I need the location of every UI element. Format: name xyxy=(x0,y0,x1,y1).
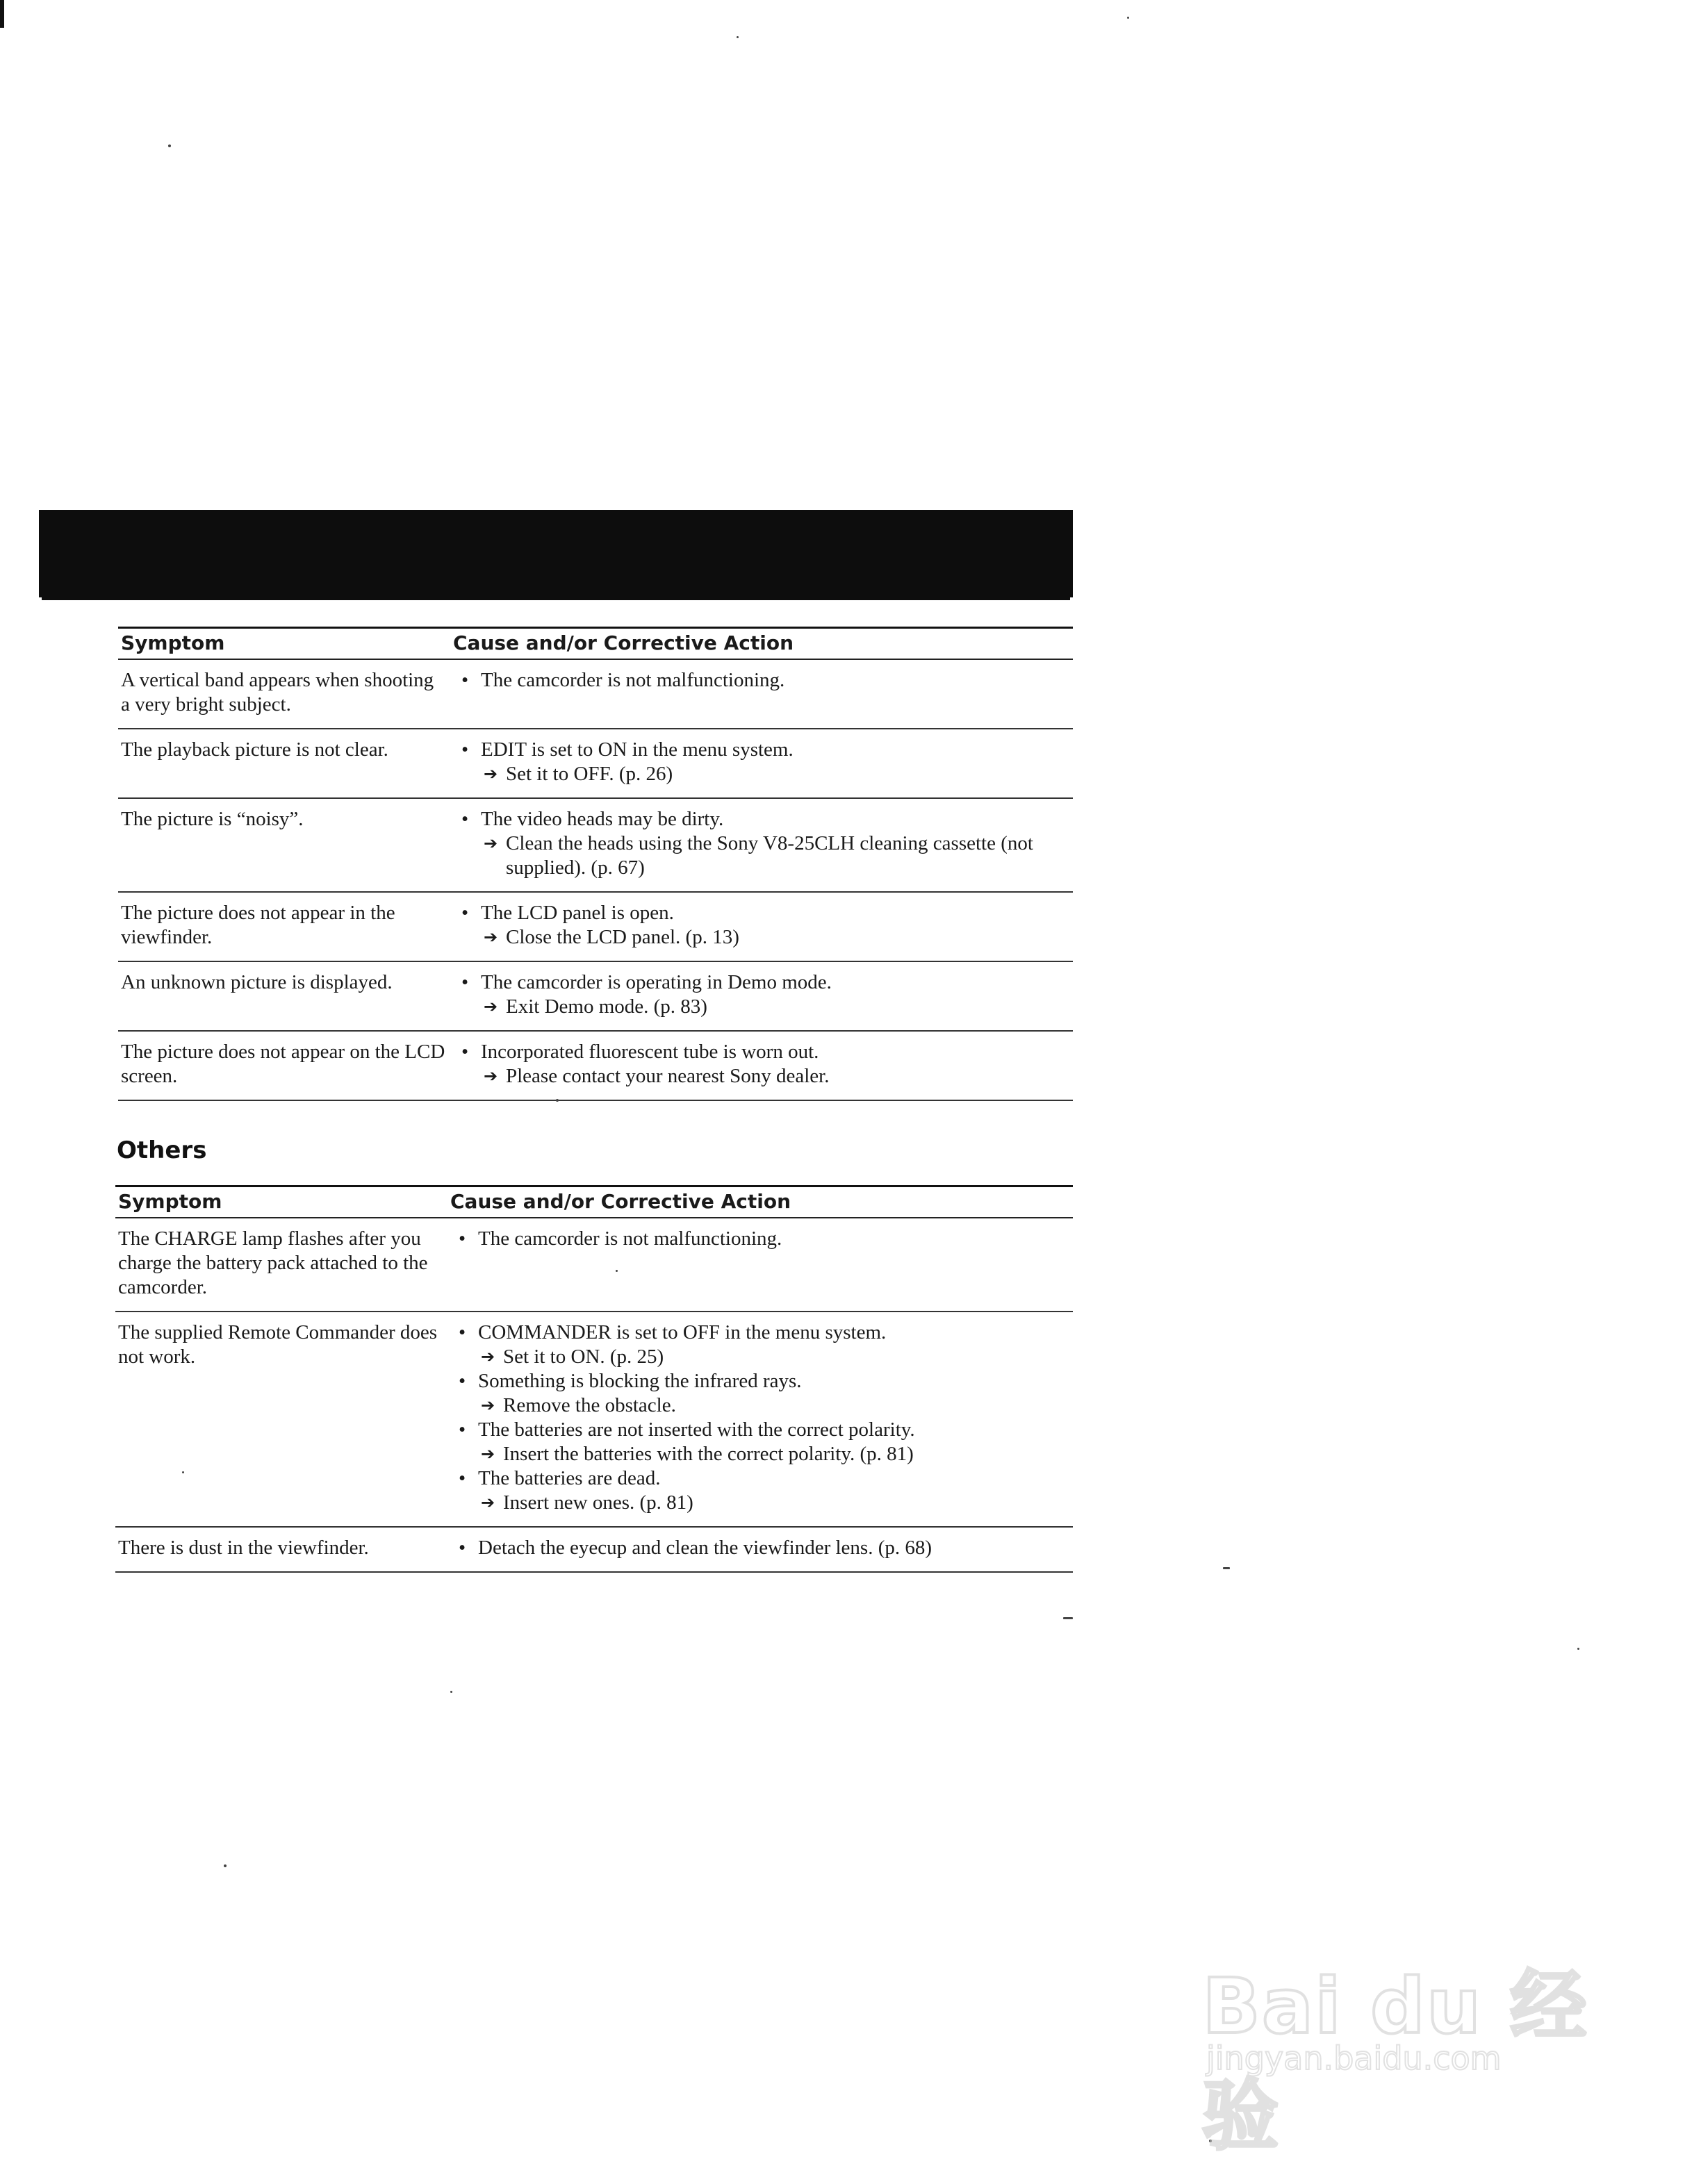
cause-text: The camcorder is operating in Demo mode. xyxy=(481,971,832,993)
bullet-icon: • xyxy=(461,669,469,691)
table-row xyxy=(118,961,1073,1031)
cause-text: The LCD panel is open. xyxy=(481,902,674,924)
action-list xyxy=(481,1064,1069,1089)
cause-list xyxy=(453,901,1069,950)
table-row xyxy=(118,659,1073,729)
arrow-right-icon: ➔ xyxy=(484,1066,498,1086)
bullet-icon: • xyxy=(459,1537,466,1559)
symptom-cell: The supplied Remote Commander does not work. xyxy=(115,1312,447,1527)
cause-list xyxy=(453,807,1069,880)
action-text: Set it to ON. (p. 25) xyxy=(503,1346,664,1368)
cause-list xyxy=(453,1040,1069,1089)
cause-text: The video heads may be dirty. xyxy=(481,808,724,830)
scan-speck xyxy=(182,1471,184,1473)
table-row xyxy=(118,729,1073,798)
section-header-band xyxy=(39,510,1073,597)
arrow-right-icon: ➔ xyxy=(484,927,498,947)
action-text: Please contact your nearest Sony dealer. xyxy=(506,1065,830,1087)
table-row xyxy=(118,1031,1073,1100)
cause-cell xyxy=(447,1218,1073,1312)
arrow-right-icon: ➔ xyxy=(484,764,498,784)
cause-list xyxy=(450,1321,1069,1515)
table-row xyxy=(115,1312,1073,1527)
baidu-jingyan-watermark xyxy=(1202,1917,1619,2160)
action-text: Exit Demo mode. (p. 83) xyxy=(506,995,707,1018)
troubleshooting-table-others xyxy=(115,1185,1073,1573)
cause-item xyxy=(450,1369,1069,1418)
cause-list xyxy=(453,970,1069,1019)
symptom-column-header: Symptom xyxy=(115,1186,447,1218)
scan-speck xyxy=(737,36,739,38)
cause-item xyxy=(450,1418,1069,1466)
action-text: Insert the batteries with the correct polarity. (p. 81) xyxy=(503,1443,914,1465)
bullet-icon: • xyxy=(459,1370,466,1392)
corrective-action xyxy=(481,832,1069,880)
cause-item xyxy=(450,1466,1069,1515)
cause-item xyxy=(453,807,1069,880)
cause-text: Incorporated fluorescent tube is worn out. xyxy=(481,1041,819,1063)
bullet-icon: • xyxy=(459,1227,466,1250)
cause-item xyxy=(450,1321,1069,1369)
bullet-icon: • xyxy=(461,902,469,924)
cause-text: The camcorder is not malfunctioning. xyxy=(481,669,785,691)
cause-text: COMMANDER is set to OFF in the menu system. xyxy=(478,1321,887,1343)
table-row xyxy=(115,1527,1073,1572)
action-list xyxy=(481,762,1069,786)
action-list xyxy=(481,925,1069,950)
arrow-right-icon: ➔ xyxy=(481,1396,495,1415)
scan-speck xyxy=(1223,1567,1230,1569)
corrective-action xyxy=(481,995,1069,1019)
scan-speck xyxy=(1577,1648,1579,1650)
cause-cell xyxy=(450,729,1073,798)
corrective-action xyxy=(478,1393,1069,1418)
action-text: Close the LCD panel. (p. 13) xyxy=(506,926,739,948)
table-body xyxy=(115,1218,1073,1572)
bullet-icon: • xyxy=(461,971,469,993)
cause-text: The camcorder is not malfunctioning. xyxy=(478,1227,782,1250)
symptom-cell: There is dust in the viewfinder. xyxy=(115,1527,447,1572)
corrective-action xyxy=(481,925,1069,950)
bullet-icon: • xyxy=(459,1418,466,1441)
cause-item xyxy=(453,970,1069,1019)
table-header-row xyxy=(115,1186,1073,1218)
action-list xyxy=(478,1491,1069,1515)
cause-text: Detach the eyecup and clean the viewfinder lens. (p. 68) xyxy=(478,1537,932,1559)
action-list xyxy=(478,1442,1069,1466)
action-list xyxy=(478,1393,1069,1418)
table-row xyxy=(118,798,1073,892)
action-text: Remove the obstacle. xyxy=(503,1394,676,1416)
arrow-right-icon: ➔ xyxy=(481,1347,495,1366)
cause-list xyxy=(453,738,1069,786)
table-header-row xyxy=(118,628,1073,660)
bullet-icon: • xyxy=(459,1467,466,1489)
action-text: Clean the heads using the Sony V8-25CLH cleaning cassette (not supplied). (p. 67) xyxy=(506,832,1033,879)
symptom-cell: The CHARGE lamp flashes after you charge the battery pack attached to the camcorder. xyxy=(115,1218,447,1312)
action-list xyxy=(481,995,1069,1019)
cause-cell xyxy=(450,659,1073,729)
cause-column-header: Cause and/or Corrective Action xyxy=(447,1186,1073,1218)
troubleshooting-table-picture xyxy=(118,627,1073,1101)
scan-speck xyxy=(1063,1617,1073,1619)
cause-cell xyxy=(450,1031,1073,1100)
section-title-others: Others xyxy=(117,1136,207,1164)
scan-speck xyxy=(556,1099,559,1102)
scan-speck xyxy=(224,1864,227,1867)
arrow-right-icon: ➔ xyxy=(481,1444,495,1464)
watermark-url: jingyan.baidu.com xyxy=(1206,2040,1502,2077)
symptom-column-header: Symptom xyxy=(118,628,450,660)
cause-list xyxy=(453,668,1069,693)
symptom-cell: The picture does not appear on the LCD screen. xyxy=(118,1031,450,1100)
cause-text: Something is blocking the infrared rays. xyxy=(478,1370,802,1392)
symptom-cell: The playback picture is not clear. xyxy=(118,729,450,798)
cause-cell xyxy=(450,892,1073,961)
corrective-action xyxy=(481,762,1069,786)
cause-item xyxy=(450,1536,1069,1560)
scan-speck xyxy=(1127,17,1129,19)
symptom-cell: The picture is “noisy”. xyxy=(118,798,450,892)
arrow-right-icon: ➔ xyxy=(481,1493,495,1512)
corrective-action xyxy=(478,1442,1069,1466)
cause-list xyxy=(450,1536,1069,1560)
cause-cell xyxy=(447,1527,1073,1572)
scan-speck xyxy=(616,1270,618,1272)
arrow-right-icon: ➔ xyxy=(484,834,498,853)
table-row xyxy=(118,892,1073,961)
bullet-icon: • xyxy=(461,1041,469,1063)
corrective-action xyxy=(478,1491,1069,1515)
corrective-action xyxy=(478,1345,1069,1369)
action-text: Insert new ones. (p. 81) xyxy=(503,1491,693,1514)
bullet-icon: • xyxy=(461,808,469,830)
cause-item xyxy=(453,1040,1069,1089)
action-list xyxy=(478,1345,1069,1369)
symptom-cell: An unknown picture is displayed. xyxy=(118,961,450,1031)
scan-speck xyxy=(450,1691,452,1693)
cause-item xyxy=(453,901,1069,950)
bullet-icon: • xyxy=(461,738,469,761)
arrow-right-icon: ➔ xyxy=(484,997,498,1016)
scan-speck xyxy=(168,144,171,147)
symptom-cell: The picture does not appear in the viewfinder. xyxy=(118,892,450,961)
cause-cell xyxy=(447,1312,1073,1527)
cause-column-header: Cause and/or Corrective Action xyxy=(450,628,1073,660)
bullet-icon: • xyxy=(459,1321,466,1343)
cause-text: EDIT is set to ON in the menu system. xyxy=(481,738,794,761)
table-row xyxy=(115,1218,1073,1312)
symptom-cell: A vertical band appears when shooting a very bright subject. xyxy=(118,659,450,729)
action-list xyxy=(481,832,1069,880)
cause-cell xyxy=(450,961,1073,1031)
cause-text: The batteries are dead. xyxy=(478,1467,661,1489)
cause-list xyxy=(450,1227,1069,1251)
scan-edge-mark xyxy=(0,0,4,28)
cause-item xyxy=(453,738,1069,786)
corrective-action xyxy=(481,1064,1069,1089)
cause-item xyxy=(450,1227,1069,1251)
table-body xyxy=(118,659,1073,1100)
cause-text: The batteries are not inserted with the correct polarity. xyxy=(478,1418,915,1441)
cause-cell xyxy=(450,798,1073,892)
cause-item xyxy=(453,668,1069,693)
watermark-logo: Bai du 经验 xyxy=(1202,1962,1588,2160)
action-text: Set it to OFF. (p. 26) xyxy=(506,763,673,785)
